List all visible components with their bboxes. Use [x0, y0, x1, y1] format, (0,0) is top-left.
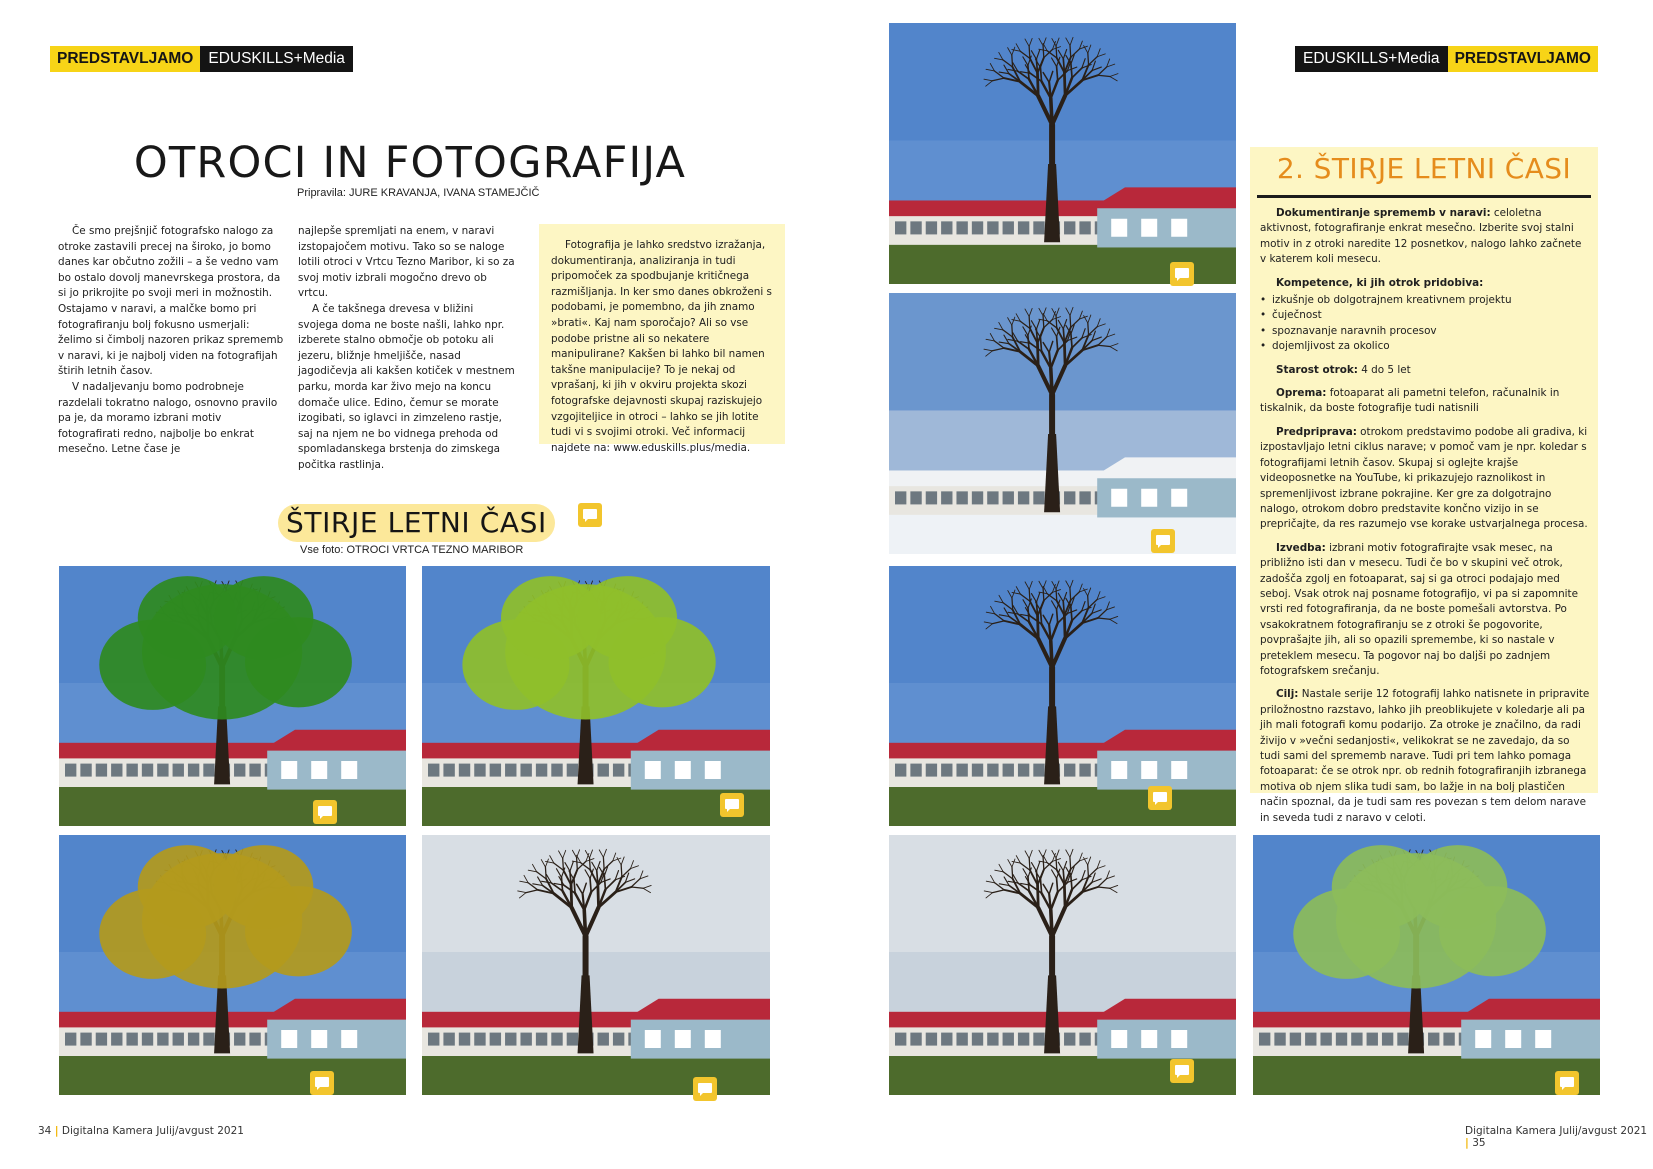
folio-separator: |: [54, 1125, 59, 1137]
section-tag: [1295, 46, 1598, 72]
comment-icon[interactable]: [1151, 529, 1175, 553]
text-column-2: [298, 224, 516, 474]
list-item: • spoznavanje naravnih procesov: [1260, 324, 1590, 339]
comment-icon[interactable]: [1148, 786, 1172, 810]
page-number: 35: [1472, 1137, 1486, 1149]
photo-spring-budding-tree: [1253, 835, 1600, 1095]
photo-frost-tree-snow: [889, 293, 1236, 554]
prep-text: otrokom predstavimo podobe ali gradiva, ki izpostavljajo letni ciklus narave; v pomoč vam je npr. koledar s fotografijami letnih časov. Skupaj si oglejte krajše videoposnetke na YouTube, ki prikazujejo raznolikost in spremenljivost izbrane pokrajine. Ker gre za dolgotrajno nalogo, otrokom dobro predstavite končno vizijo in se prepričajte, da res razumejo vse korake ustvarjalnega procesa.: [1260, 425, 1588, 531]
comment-icon[interactable]: [1170, 1059, 1194, 1083]
folio-right: [1465, 1125, 1653, 1149]
activity-text: [1260, 206, 1590, 834]
intro-text: celoletna aktivnost, fotografiranje enkrat mesečno. Izberite svoj stalni motiv in z otroki naredite 12 posnetkov, nalogo lahko začnete v katerem koli mesecu.: [1260, 207, 1582, 266]
bare-tree-cloudy-image: [422, 835, 770, 1095]
spring-budding-tree-image: [1253, 835, 1600, 1095]
photo-bare-tree-late-winter: [889, 835, 1236, 1095]
exec-label: Izvedba:: [1276, 541, 1326, 554]
competences-heading: Kompetence, ki jih otrok pridobiva:: [1276, 276, 1484, 289]
paragraph: V nadaljevanju bomo podrobneje razdelali tokratno nalogo, osnovno pravilo pa je, da moramo izbrani motiv fotografirati redno, najbolje bo enkrat mesečno. Letne čase je: [58, 380, 278, 456]
list-item: • dojemljivost za okolico: [1260, 339, 1590, 354]
paragraph: Če smo prejšnjič fotografsko nalogo za otroke zastavili precej na široko, jo bomo danes kar občutno zožili – a še vedno vam bo ostalo dovolj manevrskega prostora, da si jo prikrojite po svoji meri in možnostih. Ostajamo v naravi, a malčke bomo pri fotografiranju bolj fokusno usmerjali: želimo si čimbolj nazoren prikaz sprememb v naravi, ki je najbolj viden na fotografijah štirih letnih časov.: [58, 225, 284, 378]
age-value: 4 do 5 let: [1357, 363, 1411, 376]
prep-label: Predpriprava:: [1276, 425, 1357, 438]
comment-icon[interactable]: [313, 800, 337, 824]
text-column-1: [58, 224, 286, 458]
exec-text: izbrani motiv fotografirajte vsak mesec, na približno isti dan v mesecu. Tudi če bo v skupini več otrok, zadošča zgolj en fotoaparat, saj si ga otroci podajajo med seboj. Vsak otrok naj posname fotografijo, vi pa si zapomnite vrsti red fotografiranja, da ne boste pomešali avtorstva. Po vsakokratnem fotografiranju se z otroki še pogovorite, povprašajte jih, ali so opazili spremembe, ki so nastale v preteklem mesecu. Ta pogovor naj bo dalјši po zadnjem fotografskem srečanju.: [1260, 541, 1579, 677]
photo-winter-bare-tree: [889, 23, 1236, 284]
section-label: PREDSTAVLJAMO: [50, 46, 200, 72]
brand-label: EDUSKILLS+Media: [1295, 46, 1448, 72]
age-label: Starost otrok:: [1276, 363, 1358, 376]
equipment-label: Oprema:: [1276, 387, 1327, 400]
callout-box: [539, 224, 785, 454]
autumn-tree-image: [59, 835, 406, 1095]
callout-text: Fotografija je lahko sredstvo izražanja, dokumentiranja, analiziranja in tudi pripomoček za spodbujanje kritičnega razmišljanja. In ker smo danes obkroženi s podobami, je pomembno, da jih znamo »brati«. Kaj nam sporočajo? Ali so vse podobe pristne ali so nekatere manipulirane? Kakšen bi lahko bil namen takšne manipulacije? To je nekaj od vprašanj, ki jih v okviru projekta skozi fotografske dejavnosti skupaj raziskujejo vzgojiteljice in otroci – lahko se jih lotite tudi vi s svojimi otroki. Več informacij najdete na: www.eduskills.plus/media.: [551, 239, 772, 454]
paragraph: A če takšnega drevesa v bližini svojega doma ne boste našli, lahko npr. izberete stalno območje ob potoku ali jezeru, bližnje hmeljišče, nasad jagodičevja ali kakšen kotiček v mestnem parku, morda kar živo mejo na koncu domače ulice. Edino, čemur se morate izogibati, so iglavci in zimzeleno rastje, saj na njem ne bo vidnega prehoda od spomladanskega brstenja do zimskega počitka rastlinja.: [298, 302, 515, 471]
comment-icon[interactable]: [578, 503, 602, 527]
paragraph: najlepše spremljati na enem, v naravi izstopajočem motivu. Tako so se naloge lotili otroci v Vrtcu Tezno Maribor, ki so za svoj motiv izbrali mogočno drevo ob vrtcu.: [298, 225, 515, 300]
goal-text: Nastale serije 12 fotografij lahko natisnete in pripravite priložnostno razstavo, lahko jih preoblikujete v koledarje ali pa jih mali fotografi komu podarijo. Za otroke je značilno, da radi živijo v »večni sedanjosti«, velikokrat se ne zavedajo, da so tudi sami del sprememb narave. Tudi pri tem lahko pomaga fotoaparat: če se otrok npr. ob rednih fotografiranjih izbranega motiva ob njem slika tudi sam, bo lažje in na bolj plastičen način spoznal, da je tudi sam res povezan s tem delom narave in seveda tudi z naravo v celoti.: [1260, 688, 1590, 824]
comment-icon[interactable]: [1555, 1071, 1579, 1095]
photo-credit: Vse foto: OTROCI VRTCA TEZNO MARIBOR: [300, 544, 524, 556]
photo-early-autumn-tree: [422, 566, 770, 826]
gallery-title: ŠTIRJE LETNI ČASI: [278, 504, 555, 542]
byline: Pripravila: JURE KRAVANJA, IVANA STAMEJČIČ: [297, 187, 540, 199]
article-title: OTROCI IN FOTOGRAFIJA: [133, 138, 687, 188]
magazine-name: Digitalna Kamera: [1465, 1125, 1557, 1137]
comment-icon[interactable]: [310, 1071, 334, 1095]
divider: [1257, 195, 1591, 198]
section-label: PREDSTAVLJAMO: [1448, 46, 1598, 72]
equipment-text: fotoaparat ali pametni telefon, računalnik in tiskalnik, da boste fotografije tudi natisnili: [1260, 387, 1560, 415]
list-item: • izkušnje ob dolgotrajnem kreativnem projektu: [1260, 293, 1590, 308]
folio-left: [38, 1125, 244, 1137]
intro-label: Dokumentiranje sprememb v naravi:: [1276, 207, 1491, 219]
box-title: 2. ŠTIRJE LETNI ČASI: [1276, 152, 1572, 185]
photo-bare-tree-cloudy: [422, 835, 770, 1095]
early-autumn-tree-image: [422, 566, 770, 826]
bare-tree-late-winter-image: [889, 835, 1236, 1095]
comment-icon[interactable]: [693, 1077, 717, 1101]
frost-tree-snow-image: [889, 293, 1236, 554]
goal-label: Cilj:: [1276, 688, 1299, 701]
page-number: 34: [38, 1125, 52, 1137]
photo-autumn-tree: [59, 835, 406, 1095]
magazine-name: Digitalna Kamera: [61, 1125, 153, 1137]
winter-bare-tree-image: [889, 23, 1236, 284]
photo-summer-tree: [59, 566, 406, 826]
list-item: • čuječnost: [1260, 308, 1590, 323]
section-tag: [50, 46, 353, 72]
summer-tree-image: [59, 566, 406, 826]
photo-bare-tree-blue-sky: [889, 566, 1236, 826]
competences-list: [1260, 293, 1590, 355]
bare-tree-blue-sky-image: [889, 566, 1236, 826]
brand-label: EDUSKILLS+Media: [200, 46, 353, 72]
comment-icon[interactable]: [1170, 262, 1194, 286]
comment-icon[interactable]: [720, 793, 744, 817]
folio-separator: |: [1465, 1137, 1469, 1149]
issue-date: Julij/avgust 2021: [1559, 1125, 1648, 1137]
issue-date: Julij/avgust 2021: [156, 1125, 244, 1137]
